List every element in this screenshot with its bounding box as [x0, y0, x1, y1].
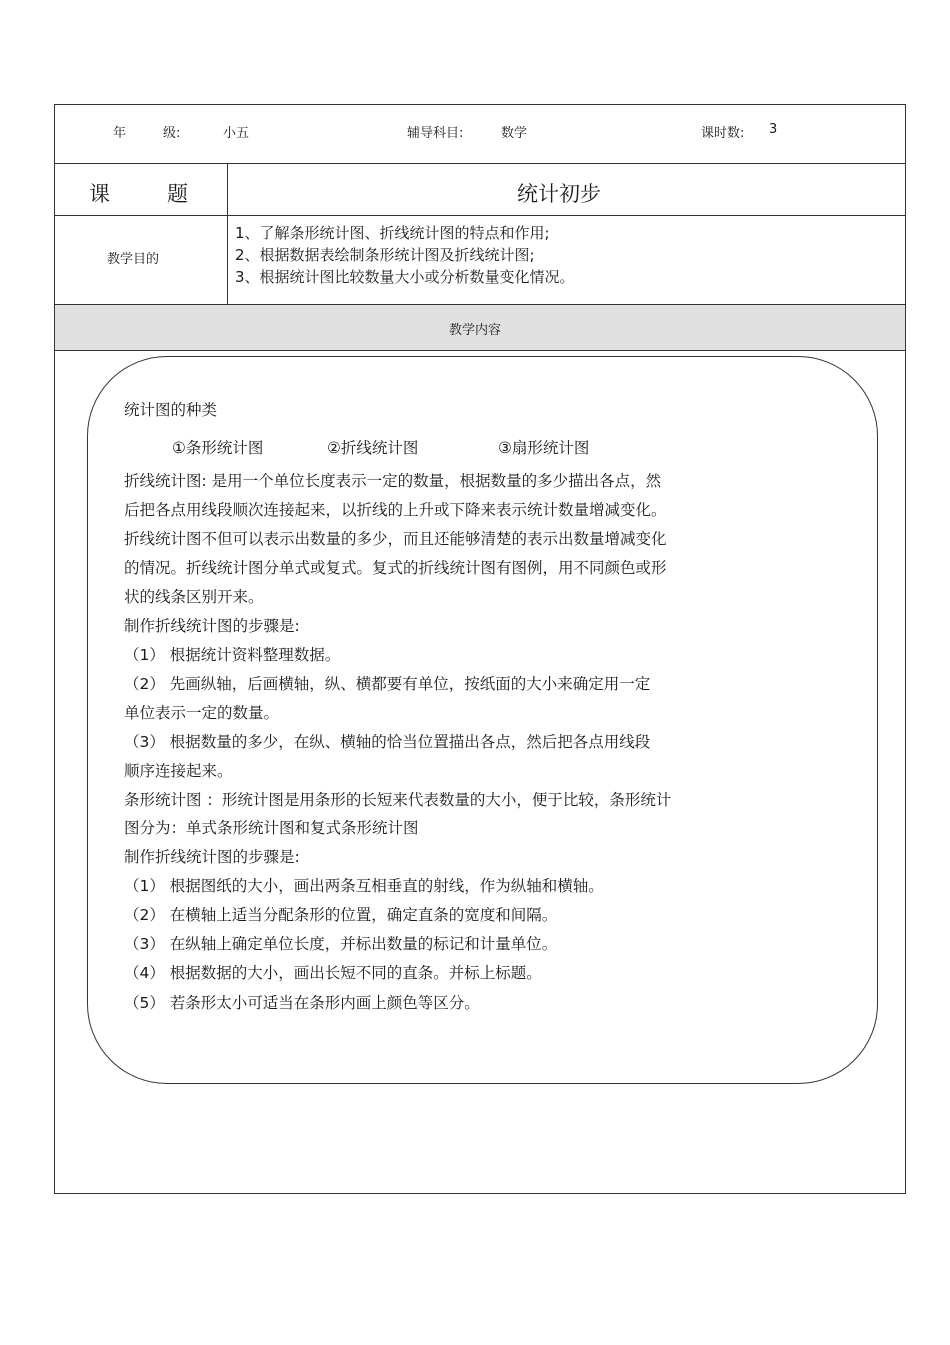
objectives-row [55, 216, 905, 305]
content-header: 教学内容 [449, 323, 502, 338]
content-line: （3） 根据数量的多少，在纵、横轴的恰当位置描出各点，然后把各点用线段 [124, 733, 651, 751]
objectives-label: 教学目的 [107, 252, 160, 267]
content-line: 折线统计图不但可以表示出数量的多少，而且还能够清楚的表示出数量增减变化 [124, 530, 667, 548]
objective-item: 2、根据数据表绘制条形统计图及折线统计图; [235, 246, 535, 264]
content-line: （2） 先画纵轴，后画横轴，纵、横都要有单位，按纸面的大小来确定用一定 [124, 675, 651, 693]
topic-title: 统计初步 [517, 182, 601, 206]
content-line: 制作折线统计图的步骤是: [124, 617, 300, 635]
content-line: （5） 若条形太小可适当在条形内画上颜色等区分。 [124, 994, 480, 1012]
content-line: 条形统计图 ：形统计图是用条形的长短来代表数量的大小，便于比较，条形统计 [124, 791, 672, 809]
objectives-list [235, 222, 575, 288]
hours-value: 3 [769, 122, 778, 137]
chart-type-pie: ③扇形统计图 [498, 439, 590, 457]
content-line: 折线统计图: 是用一个单位长度表示一定的数量，根据数量的多少描出各点，然 [124, 472, 662, 490]
hours-label: 课时数: [701, 126, 745, 141]
content-line: 状的线条区别开来。 [124, 588, 264, 606]
chart-type-line: ②折线统计图 [327, 439, 419, 457]
types-title: 统计图的种类 [124, 401, 218, 419]
grade-value: 小五 [223, 126, 250, 141]
content-line: 制作折线统计图的步骤是: [124, 848, 300, 866]
content-line: 后把各点用线段顺次连接起来，以折线的上升或下降来表示统计数量增减变化。 [124, 501, 667, 519]
grade-label: 年 [113, 126, 127, 141]
header-row [55, 105, 905, 164]
content-line: （1） 根据图纸的大小，画出两条互相垂直的射线，作为纵轴和横轴。 [124, 877, 604, 895]
objective-item: 1、了解条形统计图、折线统计图的特点和作用; [235, 224, 550, 242]
subject-value: 数学 [501, 126, 528, 141]
content-line: （3） 在纵轴上确定单位长度，并标出数量的标记和计量单位。 [124, 935, 558, 953]
grade-label-suffix: 级: [163, 126, 181, 141]
chart-type-bar: ①条形统计图 [172, 439, 264, 457]
topic-label-suffix: 题 [167, 182, 188, 206]
subject-label: 辅导科目: [407, 126, 464, 141]
content-line: 图分为：单式条形统计图和复式条形统计图 [124, 819, 419, 837]
topic-row [55, 164, 905, 216]
content-line: 的情况。折线统计图分单式或复式。复式的折线统计图有图例，用不同颜色或形 [124, 559, 667, 577]
topic-label: 课 [89, 182, 110, 206]
content-line: 单位表示一定的数量。 [124, 704, 280, 722]
column-divider [227, 164, 228, 305]
objective-item: 3、根据统计图比较数量大小或分析数量变化情况。 [235, 268, 575, 286]
content-line: （1） 根据统计资料整理数据。 [124, 646, 341, 664]
content-header-row [55, 305, 905, 351]
content-line: 顺序连接起来。 [124, 762, 233, 780]
content-line: （2） 在横轴上适当分配条形的位置，确定直条的宽度和间隔。 [124, 906, 558, 924]
content-line: （4） 根据数据的大小，画出长短不同的直条。并标上标题。 [124, 964, 542, 982]
